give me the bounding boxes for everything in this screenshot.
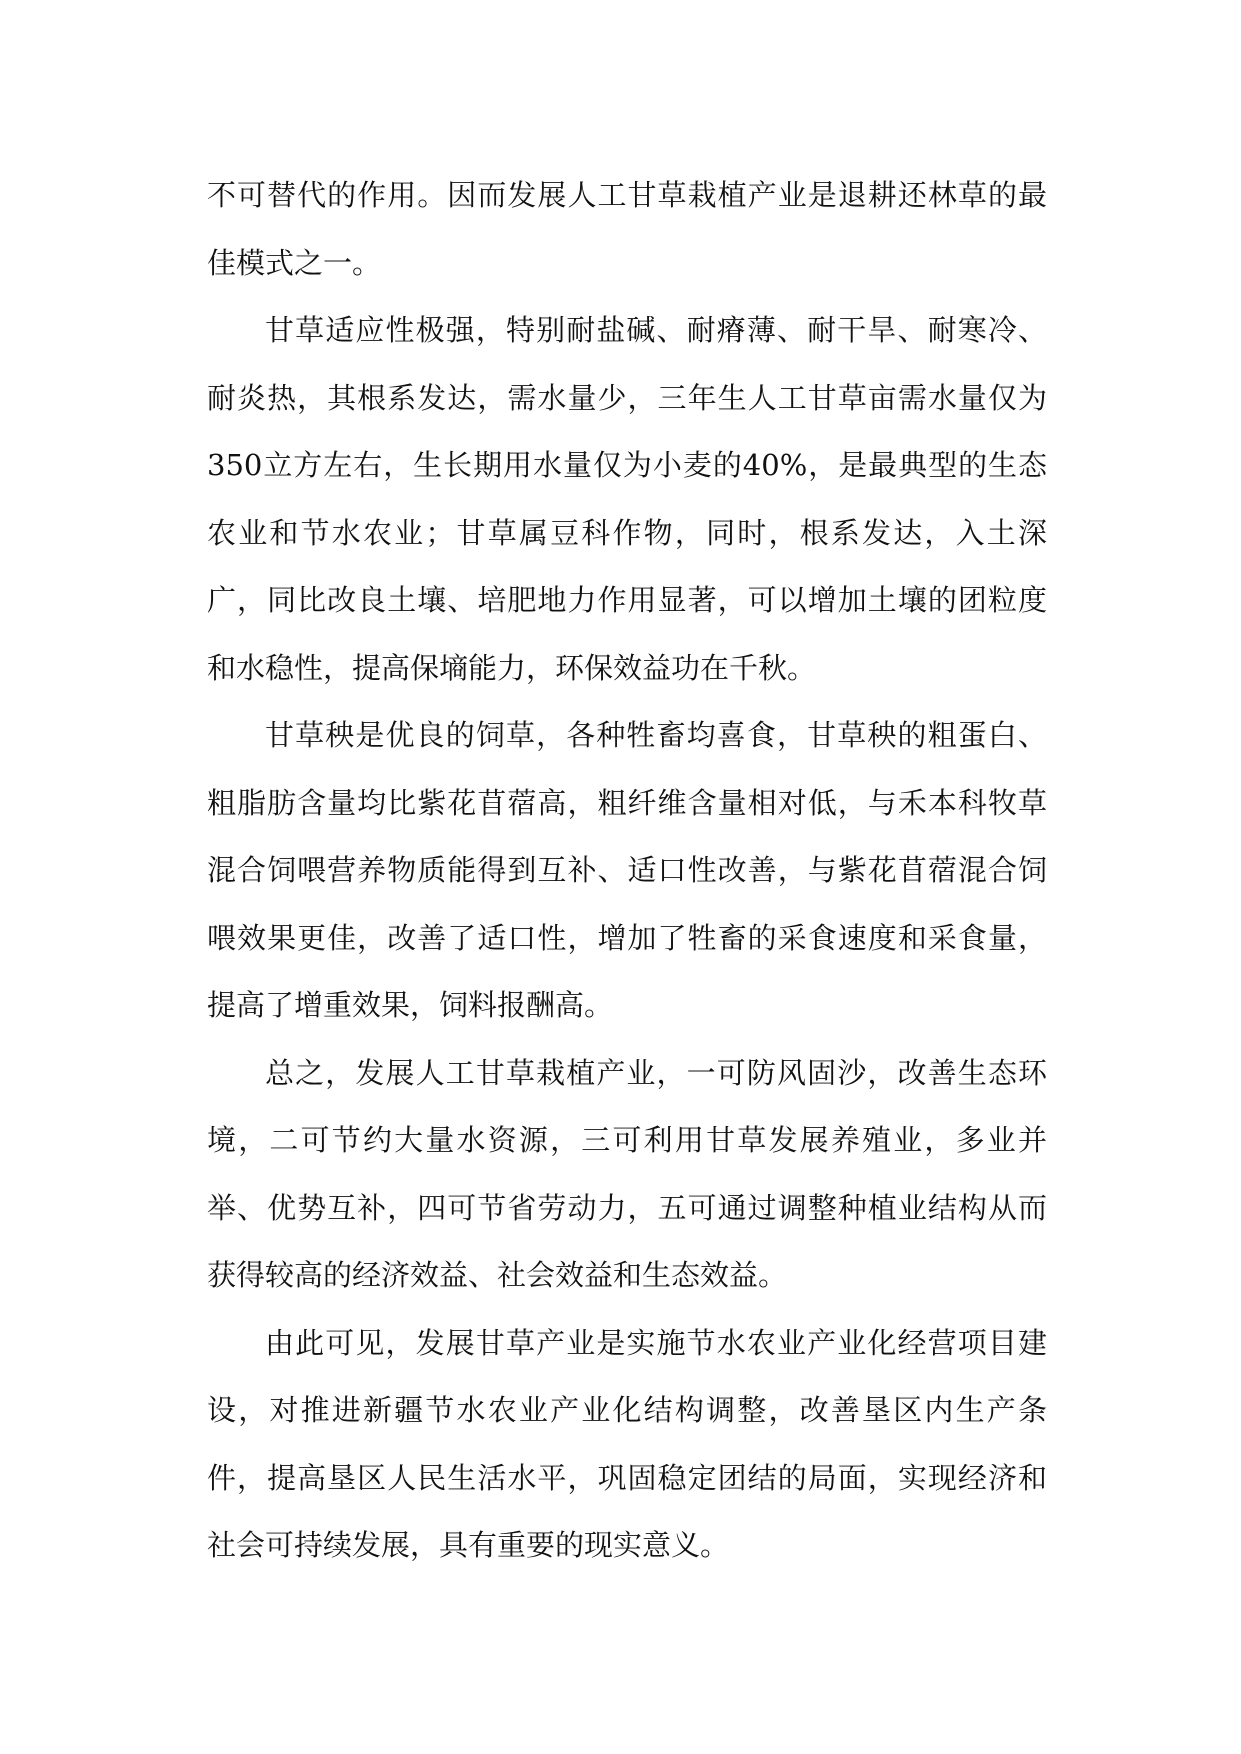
paragraph-4: 总之，发展人工甘草栽植产业，一可防风固沙，改善生态环境，二可节约大量水资源，三可利用甘草发展养殖业，多业并举、优势互补，四可节省劳动力，五可通过调整种植业结构从而获得较高的经济效益、社会效益和生态效益。 (207, 1055, 1047, 1292)
document-body (207, 162, 1047, 1580)
paragraph-3: 甘草秧是优良的饲草，各种牲畜均喜食，甘草秧的粗蛋白、粗脂肪含量均比紫花苜蓿高，粗纤维含量相对低，与禾本科牧草混合饲喂营养物质能得到互补、适口性改善，与紫花苜蓿混合饲喂效果更佳，改善了适口性，增加了牲畜的采食速度和采食量，提高了增重效果，饲料报酬高。 (207, 718, 1047, 1022)
paragraph-2: 甘草适应性极强，特别耐盐碱、耐瘠薄、耐干旱、耐寒冷、耐炎热，其根系发达，需水量少，三年生人工甘草亩需水量仅为350立方左右，生长期用水量仅为小麦的40%，是最典型的生态农业和节水农业；甘草属豆科作物，同时，根系发达，入土深广，同比改良土壤、培肥地力作用显著，可以增加土壤的团粒度和水稳性，提高保墒能力，环保效益功在千秋。 (207, 313, 1047, 685)
paragraph-1: 不可替代的作用。因而发展人工甘草栽植产业是退耕还林草的最佳模式之一。 (207, 178, 1047, 280)
paragraph-5: 由此可见，发展甘草产业是实施节水农业产业化经营项目建设，对推进新疆节水农业产业化结构调整，改善垦区内生产条件，提高垦区人民生活水平，巩固稳定团结的局面，实现经济和社会可持续发展，具有重要的现实意义。 (207, 1325, 1047, 1562)
